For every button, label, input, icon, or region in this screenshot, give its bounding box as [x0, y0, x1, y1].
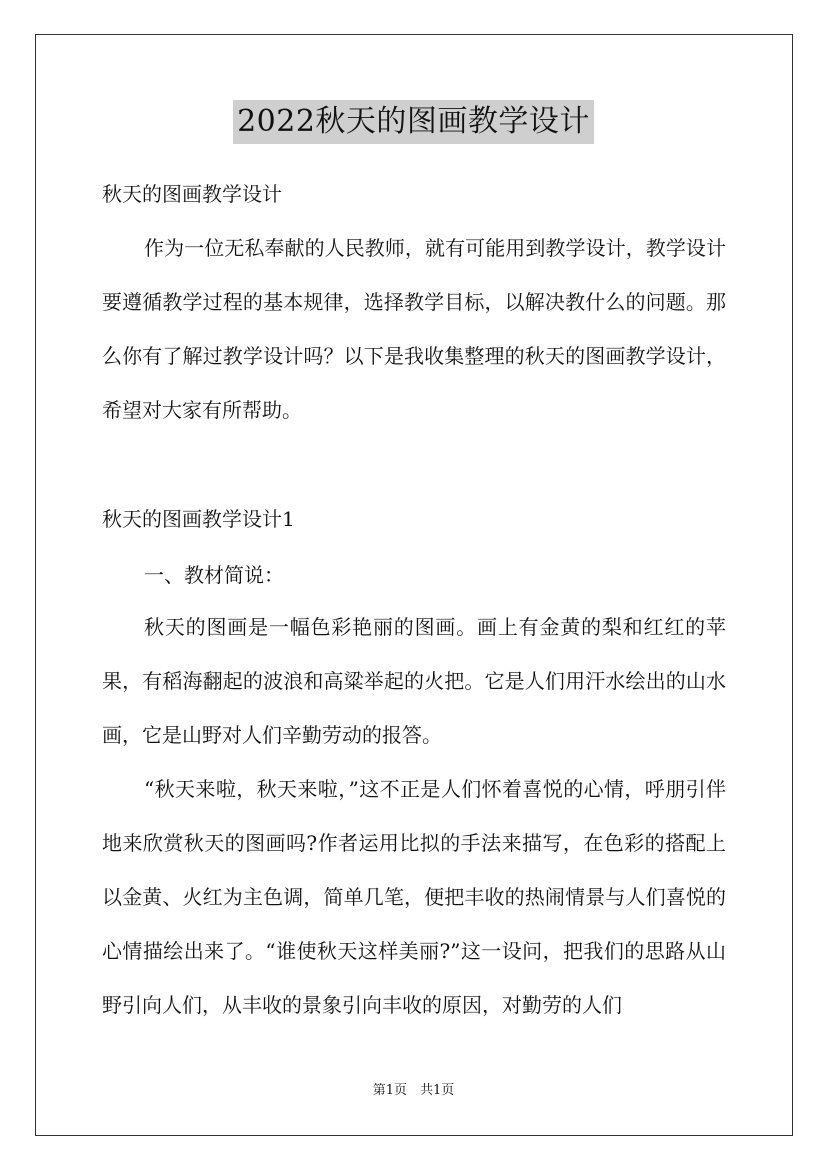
- page-footer: 第1页 共1页: [372, 1083, 455, 1098]
- title-container: [0, 100, 827, 144]
- document-subtitle: 秋天的图画教学设计: [102, 182, 282, 206]
- document-title: 2022秋天的图画教学设计: [233, 100, 594, 144]
- intro-paragraph: 作为一位无私奉献的人民教师，就有可能用到教学设计，教学设计要遵循教学过程的基本规律，选择教学目标，以解决教什么的问题。那么你有了解过教学设计吗？以下是我收集整理的秋天的图画教学设计，希望对大家有所帮助。: [102, 236, 726, 422]
- subsection-heading: 一、教材简说：: [144, 563, 284, 587]
- paragraph-2: “秋天来啦，秋天来啦，”这不正是人们怀着喜悦的心情，呼朋引伴地来欣赏秋天的图画吗?作者运用比拟的手法来描写，在色彩的搭配上以金黄、火红为主色调，简单几笔，便把丰收的热闹情景与人们喜悦的心情描绘出来了。“谁使秋天这样美丽?”这一设问，把我们的思路从山野引向人们，从丰收的景象引向丰收的原因，对勤劳的人们: [102, 777, 726, 1017]
- paragraph-1: 秋天的图画是一幅色彩艳丽的图画。画上有金黄的梨和红红的苹果，有稻海翻起的波浪和高粱举起的火把。它是人们用汗水绘出的山水画，它是山野对人们辛勤劳动的报答。: [102, 615, 726, 747]
- section-title: 秋天的图画教学设计1: [102, 507, 295, 531]
